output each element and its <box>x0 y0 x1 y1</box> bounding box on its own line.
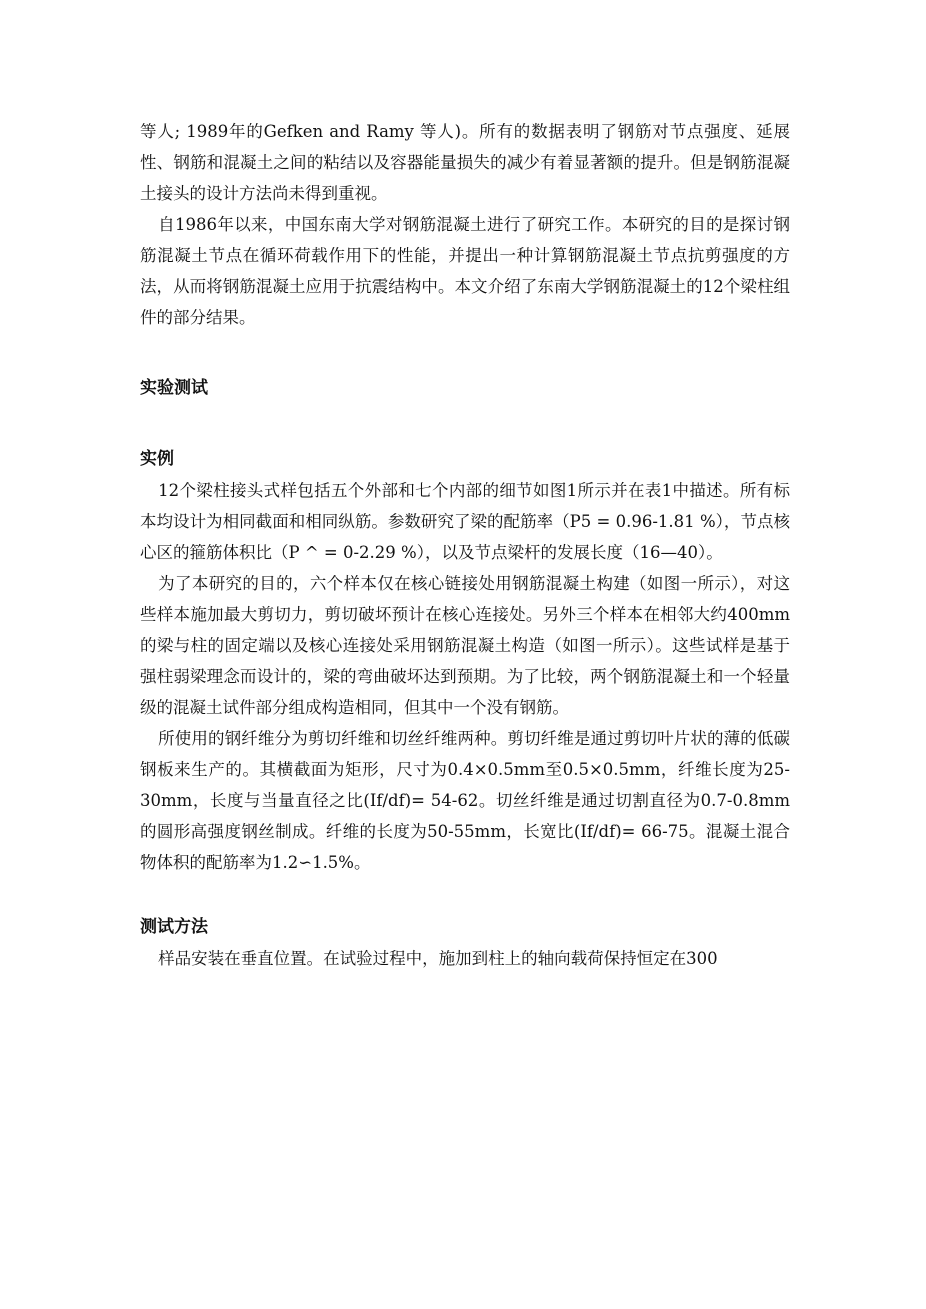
document-page <box>140 116 790 974</box>
paragraph-specimen-construction: 为了本研究的目的，六个样本仅在核心链接处用钢筋混凝土构建（如图一所示），对这些样本施加最大剪切力，剪切破坏预计在核心连接处。另外三个样本在相邻大约400mm的梁与柱的固定端以及核心连接处采用钢筋混凝土构造（如图一所示）。这些试样是基于强柱弱梁理念而设计的，梁的弯曲破坏达到预期。为了比较，两个钢筋混凝土和一个轻量级的混凝土试件部分组成构造相同，但其中一个没有钢筋。 <box>140 574 790 717</box>
subsection-heading-specimens: 实例 <box>140 449 174 469</box>
paragraph-intro-continued: 等人; 1989年的Gefken and Ramy 等人)。所有的数据表明了钢筋对节点强度、延展性、钢筋和混凝土之间的粘结以及容器能量损失的减少有着显著额的提升。但是钢筋混凝土接头的设计方法尚未得到重视。 <box>140 122 790 203</box>
subsection-heading-test-method: 测试方法 <box>140 917 208 937</box>
paragraph-research-purpose: 自1986年以来，中国东南大学对钢筋混凝土进行了研究工作。本研究的目的是探讨钢筋混凝土节点在循环荷载作用下的性能，并提出一种计算钢筋混凝土节点抗剪强度的方法，从而将钢筋混凝土应用于抗震结构中。本文介绍了东南大学钢筋混凝土的12个梁柱组件的部分结果。 <box>140 215 790 327</box>
paragraph-test-setup: 样品安装在垂直位置。在试验过程中，施加到柱上的轴向载荷保持恒定在300 <box>158 949 718 968</box>
paragraph-steel-fibers: 所使用的钢纤维分为剪切纤维和切丝纤维两种。剪切纤维是通过剪切叶片状的薄的低碳钢板来生产的。其横截面为矩形，尺寸为0.4×0.5mm至0.5×0.5mm，纤维长度为25-30mm，长度与当量直径之比(If/df)= 54-62。切丝纤维是通过切割直径为0.7-0.8mm的圆形高强度钢丝制成。纤维的长度为50-55mm，长宽比(If/df)= 66-75。混凝土混合物体积的配筋率为1.2∽1.5%。 <box>140 729 790 872</box>
paragraph-specimen-description: 12个梁柱接头式样包括五个外部和七个内部的细节如图1所示并在表1中描述。所有标本均设计为相同截面和相同纵筋。参数研究了梁的配筋率（P5 = 0.96-1.81 %），节点核心区的箍筋体积比（P ^ = 0-2.29 %），以及节点梁杆的发展长度（16—40）。 <box>140 481 790 562</box>
section-heading-experiment: 实验测试 <box>140 378 208 398</box>
